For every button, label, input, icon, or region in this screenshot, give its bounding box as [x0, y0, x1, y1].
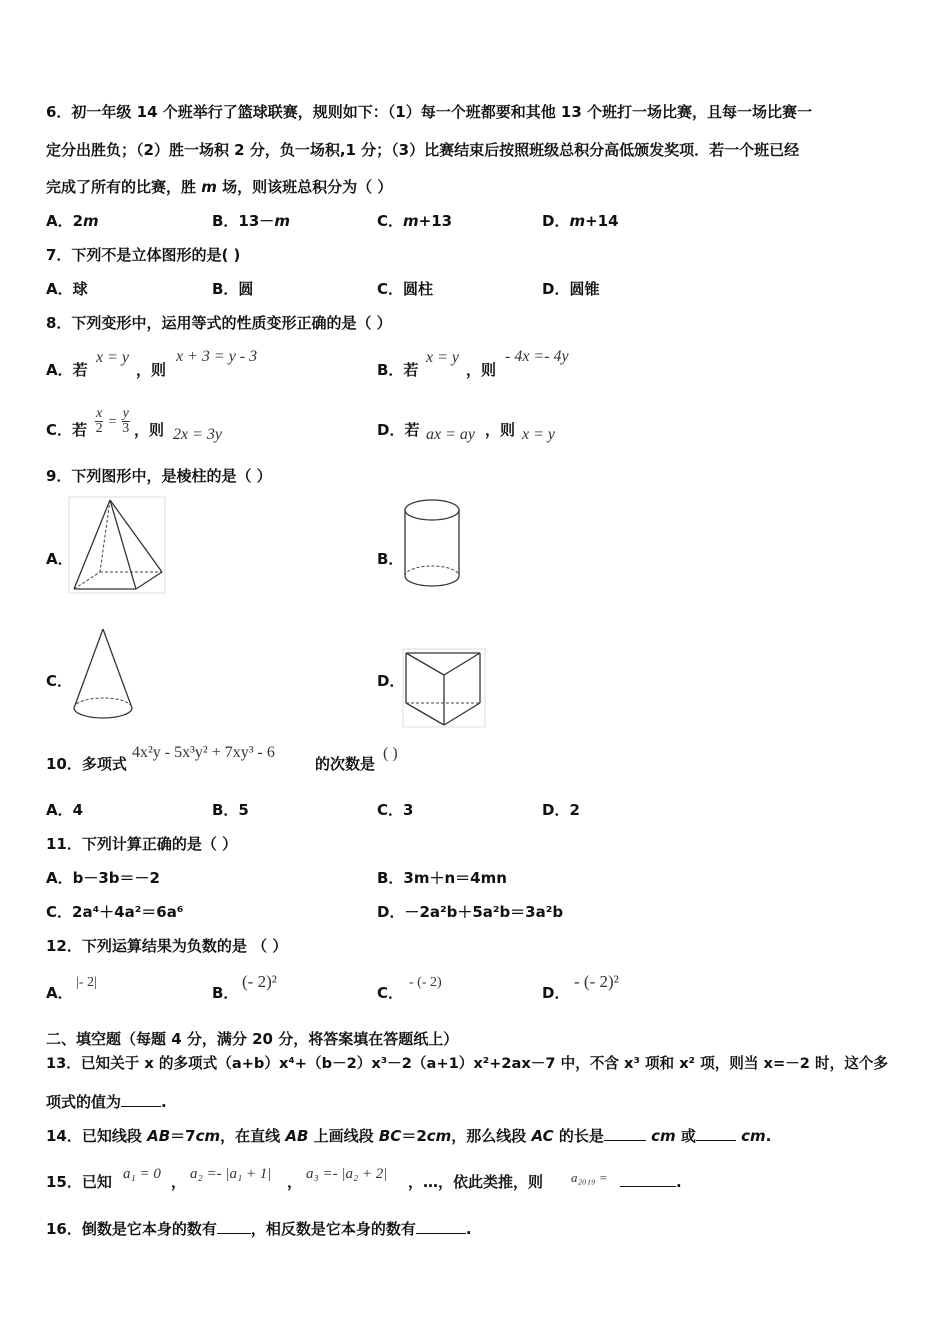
q12-option-c-expr: - (- 2): [409, 975, 442, 990]
q13-line-2: 项式的值为 .: [46, 1093, 167, 1111]
q6-option-b: B．13－m: [212, 212, 290, 230]
q8-option-a-then: ，则: [136, 361, 167, 379]
q15-comma-1: ，: [171, 1173, 187, 1191]
q10-paren: ( ): [383, 745, 398, 762]
q12-stem: 12．下列运算结果为负数的是 （ ）: [46, 937, 288, 955]
q10-option-d: D．2: [542, 801, 580, 819]
q16-answer-blank-2[interactable]: [416, 1233, 466, 1234]
q6-line-2: 定分出胜负；（2）胜一场积 2 分，负一场积,1 分；（3）比赛结束后按照班级总积分高低颁发奖项．若一个班已经: [46, 141, 800, 159]
q13-answer-blank[interactable]: [121, 1106, 161, 1107]
q8-option-d-cond: ax = ay: [426, 426, 475, 443]
fraction-y-over-3: $\frac{y}{3}$: [122, 406, 130, 436]
q12-option-b-label: B．: [212, 984, 239, 1002]
q12-option-d-expr: - (- 2)²: [574, 972, 619, 991]
q11-option-d: D．－2a²b＋5a²b＝3a²b: [377, 903, 564, 921]
q14-answer-blank-1[interactable]: [604, 1140, 646, 1141]
q12-option-a-label: A．: [46, 984, 73, 1002]
q8-option-d-then: ，则: [485, 421, 516, 439]
q6-option-c: C．m+13: [377, 212, 453, 230]
triangular-prism-figure: [402, 648, 486, 728]
q11-option-c: C．2a⁴＋4a²＝6a⁶: [46, 903, 184, 921]
q8-option-a-cond: x = y: [96, 349, 129, 366]
q13-line-1: 13．已知关于 x 的多项式（a+b）x⁴+（b－2）x³－2（a+1）x²+2ax－7 中，不含 x³ 项和 x² 项，则当 x=－2 时，这个多: [46, 1055, 888, 1072]
q8-option-c-result: 2x = 3y: [173, 426, 222, 443]
q8-option-c-label: C．若: [46, 421, 88, 439]
q14-answer-blank-2[interactable]: [696, 1140, 736, 1141]
q14-line: 14．已知线段 AB＝7cm，在直线 AB 上画线段 BC＝2cm，那么线段 AC 的长是 cm 或 cm.: [46, 1127, 772, 1145]
q9-option-b: B．: [377, 550, 404, 568]
q10-option-b: B．5: [212, 801, 249, 819]
q9-option-a: A．: [46, 550, 73, 568]
pyramid-figure: [68, 496, 166, 594]
q6-line-1: 6．初一年级 14 个班举行了篮球联赛，规则如下：（1）每一个班都要和其他 13 个班打一场比赛，且每一场比赛一: [46, 103, 813, 121]
q12-option-b-expr: (- 2)²: [242, 972, 277, 991]
cylinder-figure: [400, 496, 464, 594]
q8-option-b-then: ，则: [466, 361, 497, 379]
q8-option-b-label: B．若: [377, 361, 419, 379]
q12-option-a-expr: |- 2|: [76, 975, 97, 990]
q9-option-d: D．: [377, 672, 405, 690]
q7-option-b: B．圆: [212, 280, 254, 298]
q8-option-c-fraction-eq: $\frac{x}{2}$ = $\frac{y}{3}$: [95, 406, 130, 436]
q10-polynomial: 4x²y - 5x³y² + 7xy³ - 6: [132, 744, 275, 761]
q11-option-b: B．3m＋n＝4mn: [377, 869, 507, 887]
q12-option-c-label: C．: [377, 984, 404, 1002]
q10-option-a: A．4: [46, 801, 84, 819]
q9-option-c: C．: [46, 672, 73, 690]
q16-answer-blank-1[interactable]: [217, 1233, 251, 1234]
q15-answer-blank[interactable]: [620, 1186, 676, 1187]
q8-option-d-label: D．若: [377, 421, 420, 439]
q15-blank-line: .: [620, 1172, 682, 1192]
q10-prefix: 10．多项式: [46, 755, 127, 773]
q8-option-b-result: - 4x =- 4y: [505, 348, 569, 365]
q15-comma-2: ，: [287, 1173, 303, 1191]
section-2-heading: 二、填空题（每题 4 分，满分 20 分，将答案填在答题纸上）: [46, 1030, 459, 1048]
q6-option-d: D．m+14: [542, 212, 619, 230]
q6-line-3: 完成了所有的比赛，胜 m 场，则该班总积分为（ ）: [46, 178, 393, 196]
q7-option-d: D．圆锥: [542, 280, 600, 298]
q15-a2: a₂ =- |a₁ + 1|: [190, 1166, 272, 1182]
q15-middle: ，…，依此类推，则: [408, 1173, 544, 1191]
q16-line: 16．倒数是它本身的数有 ，相反数是它本身的数有 .: [46, 1220, 472, 1238]
q10-suffix: 的次数是: [315, 755, 376, 773]
q6-option-a: A．2m: [46, 212, 99, 230]
q12-option-d-label: D．: [542, 984, 570, 1002]
q15-a1: a₁ = 0: [123, 1166, 161, 1182]
q11-stem: 11．下列计算正确的是（ ）: [46, 835, 238, 853]
q8-option-b-cond: x = y: [426, 349, 459, 366]
q10-option-c: C．3: [377, 801, 414, 819]
q8-option-a-result: x + 3 = y - 3: [176, 348, 258, 365]
q8-option-c-then: ，则: [134, 421, 165, 439]
q11-option-a: A．b－3b＝－2: [46, 869, 160, 887]
q7-stem: 7．下列不是立体图形的是( ): [46, 246, 241, 264]
q15-prefix: 15．已知: [46, 1173, 112, 1191]
fraction-x-over-2: $\frac{x}{2}$: [95, 406, 103, 436]
q8-option-d-result: x = y: [522, 426, 555, 443]
cone-figure: [70, 626, 136, 726]
q7-option-a: A．球: [46, 280, 88, 298]
q8-stem: 8．下列变形中，运用等式的性质变形正确的是（ ）: [46, 314, 392, 332]
q8-option-a-label: A．若: [46, 361, 88, 379]
q15-a2019: a₂₀₁₉ =: [571, 1170, 608, 1185]
q9-stem: 9．下列图形中，是棱柱的是（ ）: [46, 467, 272, 485]
q7-option-c: C．圆柱: [377, 280, 434, 298]
q15-a3: a₃ =- |a₂ + 2|: [306, 1166, 388, 1182]
